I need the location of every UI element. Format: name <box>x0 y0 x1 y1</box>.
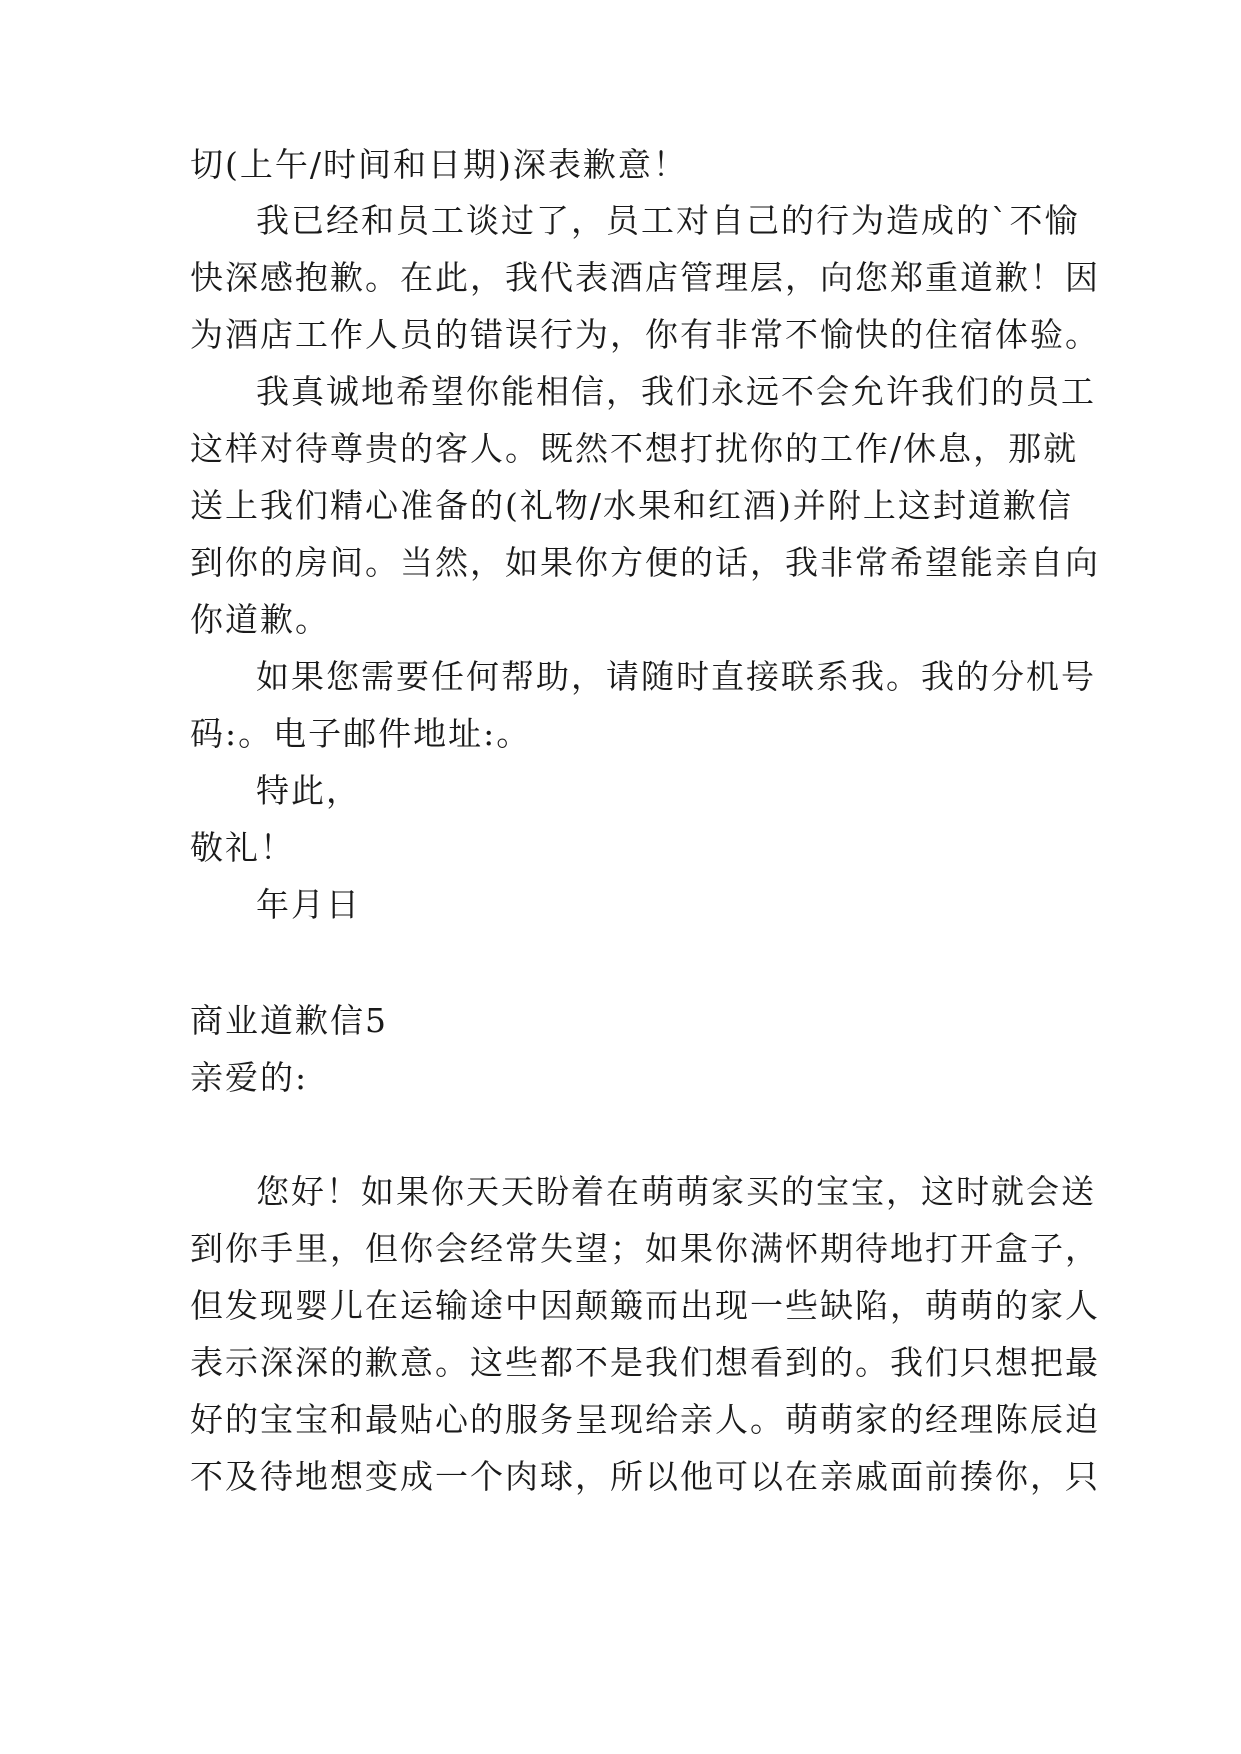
paragraph-line: 送上我们精心准备的(礼物/水果和红酒)并附上这封道歉信 <box>190 486 1073 525</box>
paragraph-line: 码:。电子邮件地址:。 <box>190 714 532 753</box>
paragraph-line: 但发现婴儿在运输途中因颠簸而出现一些缺陷，萌萌的家人 <box>190 1286 1100 1325</box>
closing-line: 特此， <box>256 771 361 810</box>
date-line: 年月日 <box>256 885 361 924</box>
paragraph-line: 为酒店工作人员的错误行为，你有非常不愉快的住宿体验。 <box>190 315 1100 354</box>
paragraph-line: 你道歉。 <box>190 600 330 639</box>
paragraph-line: 您好！如果你天天盼着在萌萌家买的宝宝，这时就会送 <box>256 1172 1096 1211</box>
salutation-line: 敬礼！ <box>190 828 295 867</box>
paragraph-line: 这样对待尊贵的客人。既然不想打扰你的工作/休息，那就 <box>190 429 1079 468</box>
paragraph-line: 到你手里，但你会经常失望；如果你满怀期待地打开盒子， <box>190 1229 1100 1268</box>
text-line: 切(上午/时间和日期)深表歉意！ <box>190 145 688 184</box>
paragraph-line: 不及待地想变成一个肉球，所以他可以在亲戚面前揍你，只 <box>190 1457 1100 1496</box>
paragraph-line: 快深感抱歉。在此，我代表酒店管理层，向您郑重道歉！因 <box>190 258 1100 297</box>
paragraph-line: 好的宝宝和最贴心的服务呈现给亲人。萌萌家的经理陈辰迫 <box>190 1400 1100 1439</box>
paragraph-line: 如果您需要任何帮助，请随时直接联系我。我的分机号 <box>256 657 1096 696</box>
paragraph-line: 我已经和员工谈过了，员工对自己的行为造成的`不愉 <box>256 201 1080 240</box>
paragraph-line: 到你的房间。当然，如果你方便的话，我非常希望能亲自向 <box>190 543 1100 582</box>
paragraph-line: 表示深深的歉意。这些都不是我们想看到的。我们只想把最 <box>190 1343 1100 1382</box>
section-title: 商业道歉信5 <box>190 1001 388 1040</box>
greeting-line: 亲爱的: <box>190 1058 309 1097</box>
paragraph-line: 我真诚地希望你能相信，我们永远不会允许我们的员工 <box>256 372 1096 411</box>
